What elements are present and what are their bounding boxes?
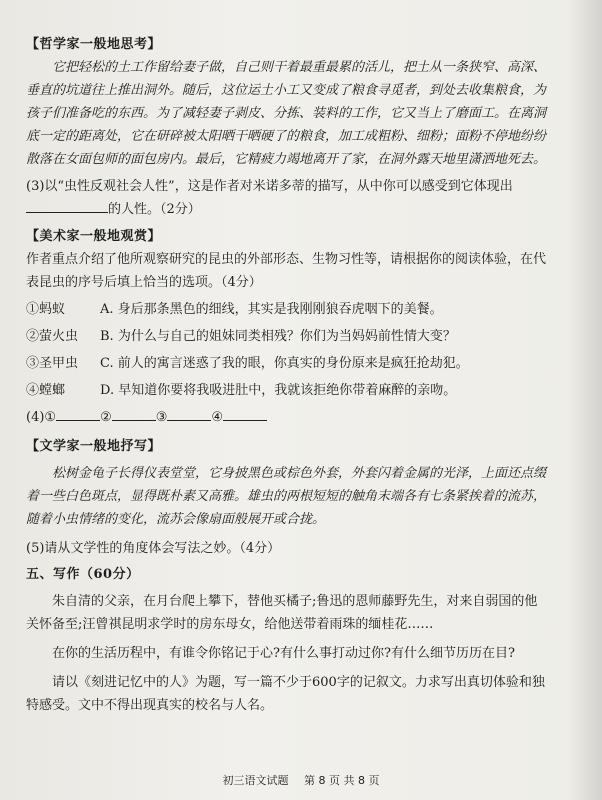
option-text: C. 前人的寓言迷惑了我的眼，你真实的身份原来是疯狂抢劫犯。 bbox=[100, 356, 469, 371]
footer-subject: 初三语文试题 bbox=[222, 774, 289, 787]
question-5: (5)请从文学性的角度体会写法之妙。（4分） bbox=[26, 541, 281, 556]
answer-label: ④ bbox=[211, 410, 224, 425]
passage-line: 松树金龟子长得仪表堂堂，它身披黑色或棕色外套，外套闪着金属的光泽，上面还点缀 bbox=[52, 466, 547, 481]
question-3-line2 bbox=[26, 198, 566, 221]
question-4-line1: 作者重点介绍了他所观察研究的昆虫的外部形态、生物习性等，请根据你的阅读体验，在代 bbox=[26, 252, 547, 267]
writing-prompt-question: 在你的生活历程中，有谁令你铭记于心?有什么事打动过你?有什么细节历历在目? bbox=[52, 646, 515, 661]
answer-label: ② bbox=[100, 410, 112, 425]
insect-label: ③圣甲虫 bbox=[26, 356, 79, 371]
passage-line: 着一些白色斑点，显得既朴素又高雅。雄虫的两根短短的触角末端各有七条紧挨着的流苏， bbox=[26, 489, 547, 504]
artist-heading: 【美术家一般地观赏】 bbox=[26, 229, 162, 244]
writing-prompt-line: 关怀备至;汪曾祺昆明求学时的房东母女，给他送带着雨珠的缅桂花…… bbox=[26, 617, 434, 632]
insect-label: ④螳螂 bbox=[26, 383, 66, 398]
option-row bbox=[26, 325, 566, 348]
option-text: D. 早知道你要将我吸进肚中，我就该拒绝你带着麻醉的亲吻。 bbox=[100, 383, 457, 398]
question-4-line2: 表昆虫的序号后填上恰当的选项。（4分） bbox=[26, 275, 262, 290]
philosopher-passage bbox=[26, 56, 566, 171]
answer-label: (4)① bbox=[26, 410, 57, 425]
answer-label: ③ bbox=[155, 410, 168, 425]
passage-line: 散落在女面包师的面包房内。最后，它精疲力竭地离开了家，在洞外露天地里潇洒地死去。 bbox=[26, 152, 547, 167]
answer-blank[interactable] bbox=[223, 406, 267, 421]
option-text: A. 身后那条黑色的细线，其实是我刚刚狼吞虎咽下的美餐。 bbox=[100, 302, 443, 317]
writing-prompt-line: 朱自清的父亲，在月台爬上攀下，替他买橘子;鲁迅的恩师藤野先生，对来自弱国的他 bbox=[52, 594, 538, 609]
option-row bbox=[26, 379, 566, 402]
insect-label: ②萤火虫 bbox=[26, 329, 79, 344]
question-3-tail: 的人性。（2分） bbox=[108, 202, 201, 217]
option-text: B. 为什么与自己的姐妹同类相残？你们为当妈妈前性情大变？ bbox=[100, 329, 456, 344]
option-row bbox=[26, 298, 566, 321]
answer-blank[interactable] bbox=[56, 406, 100, 421]
passage-line: 随着小虫情绪的变化，流苏会像扇面般展开或合拢。 bbox=[26, 512, 326, 527]
page-footer bbox=[0, 772, 602, 788]
question-3-line1: (3)以“虫性反观社会人性”，这是作者对米诺多蒂的描写，从中你可以感受到它体现出 bbox=[26, 179, 513, 194]
answer-blank-3[interactable] bbox=[26, 198, 108, 213]
page-shadow-edge bbox=[568, 0, 602, 800]
footer-page-info: 第 8 页 共 8 页 bbox=[304, 774, 380, 787]
passage-line: 它把轻松的土工作留给妻子做，自己则干着最重最累的活儿，把土从一条狭窄、高深、 bbox=[52, 60, 547, 75]
answer-blank[interactable] bbox=[167, 406, 211, 421]
philosopher-heading: 【哲学家一般地思考】 bbox=[26, 37, 162, 52]
writing-heading: 五、写作（60分） bbox=[26, 567, 140, 582]
passage-line: 底一定的距离处，它在研碎被太阳晒干晒硬了的粮食，加工成粗粉、细粉；面粉不停地纷纷 bbox=[26, 129, 547, 144]
option-row bbox=[26, 352, 566, 375]
page-content bbox=[26, 30, 566, 717]
writing-task-line: 特感受。文中不得出现真实的校名与人名。 bbox=[26, 698, 274, 713]
passage-line: 垂直的坑道往上推出洞外。随后，这位运土小工又变成了粮食寻觅者，到处去收集粮食，为 bbox=[26, 83, 547, 98]
answer-line-4 bbox=[26, 406, 566, 429]
insect-label: ①蚂蚁 bbox=[26, 302, 66, 317]
passage-line: 孩子们准备吃的东西。为了减轻妻子剥皮、分拣、装料的工作，它又当上了磨面工。在离洞 bbox=[26, 106, 547, 121]
answer-blank[interactable] bbox=[112, 406, 156, 421]
writer-passage bbox=[26, 462, 566, 531]
writer-heading: 【文学家一般地抒写】 bbox=[26, 439, 162, 454]
writing-task-line: 请以《刻进记忆中的人》为题，写一篇不少于600字的记叙文。力求写出真切体验和独 bbox=[52, 675, 545, 690]
